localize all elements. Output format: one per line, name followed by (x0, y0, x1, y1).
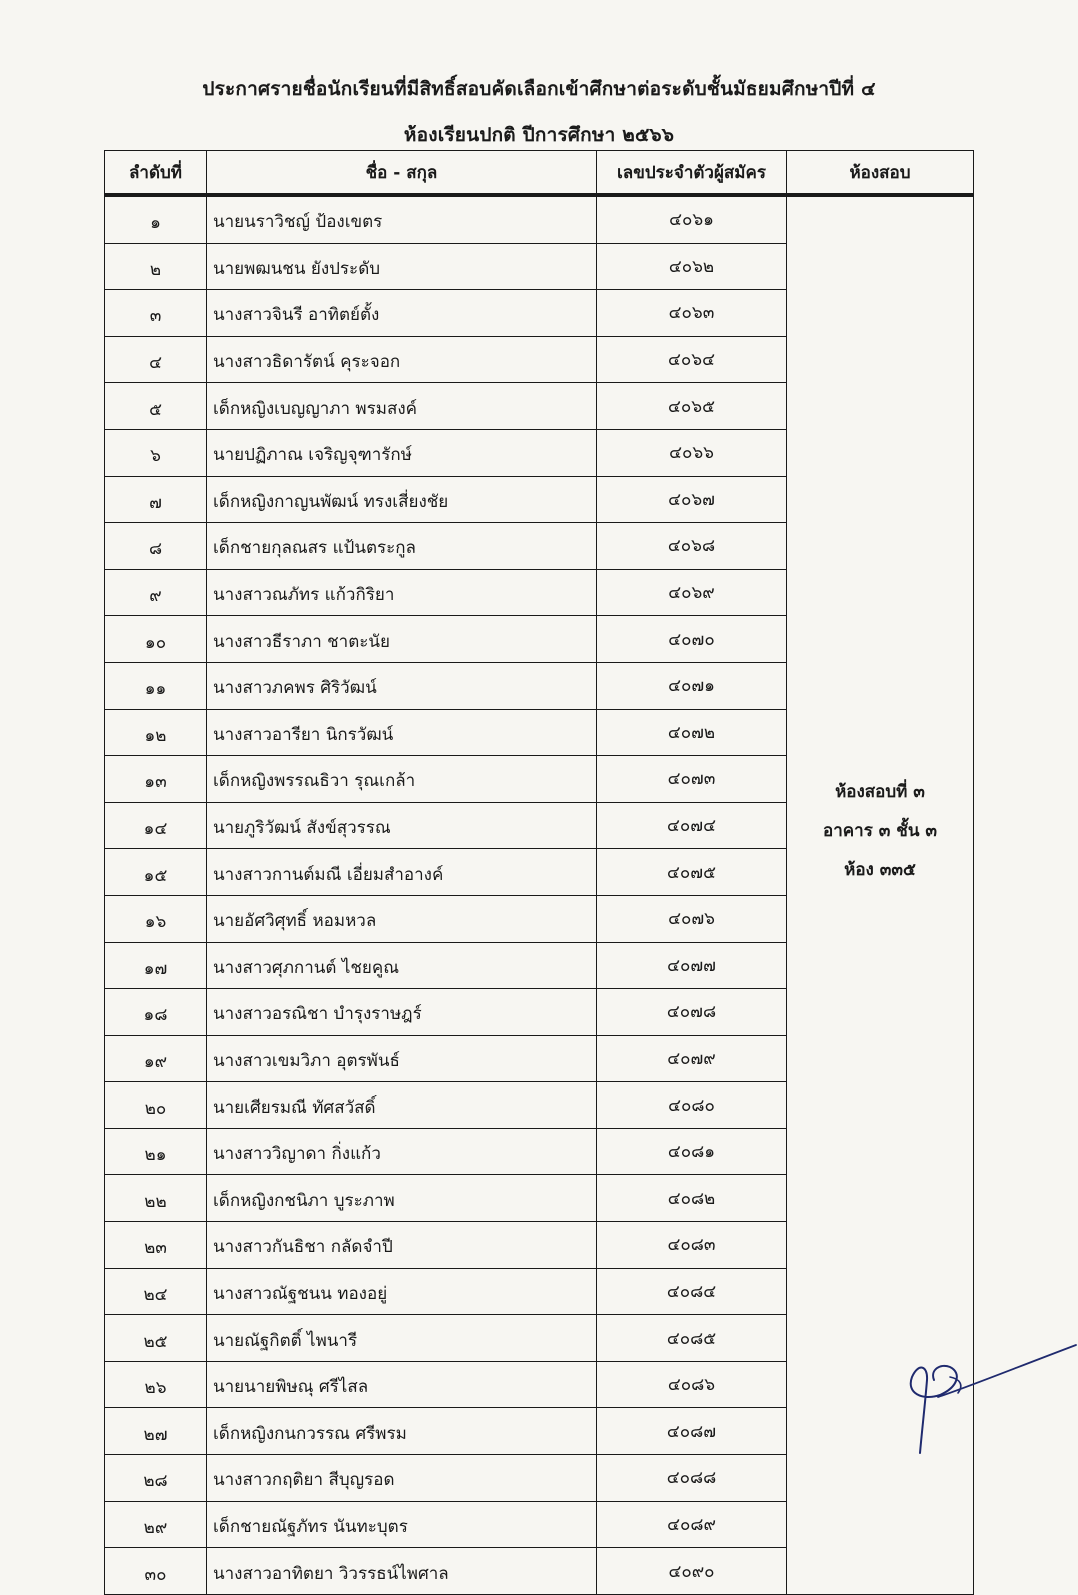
row-number: ๒๑ (105, 1128, 207, 1175)
row-number: ๙ (105, 569, 207, 616)
row-number: ๕ (105, 383, 207, 430)
student-name: นายนราวิชญ์ ป้องเขตร (207, 195, 597, 243)
column-header-name: ชื่อ - สกุล (207, 151, 597, 196)
row-number: ๑๘ (105, 989, 207, 1036)
student-name: เด็กหญิงกาญนพัฒน์ ทรงเสี่ยงชัย (207, 476, 597, 523)
student-name: นางสาวอาทิตยา วิวรรธน์ไพศาล (207, 1548, 597, 1595)
exam-room-line1: ห้องสอบที่ ๓ (835, 782, 925, 802)
student-name: เด็กหญิงกนกวรรณ ศรีพรม (207, 1408, 597, 1455)
applicant-id: ๔๐๗๐ (597, 616, 787, 663)
applicant-id: ๔๐๘๓ (597, 1222, 787, 1269)
student-name: นางสาวณภัทร แก้วกิริยา (207, 569, 597, 616)
student-name: นายนายพิษณุ ศรีไสล (207, 1361, 597, 1408)
applicant-id: ๔๐๖๘ (597, 523, 787, 570)
applicant-id: ๔๐๘๖ (597, 1361, 787, 1408)
exam-room-line3: ห้อง ๓๓๕ (844, 860, 916, 880)
applicant-table (104, 150, 974, 1595)
row-number: ๖ (105, 429, 207, 476)
column-header-number: ลำดับที่ (105, 151, 207, 196)
student-name: นายพฒนชน ยังประดับ (207, 243, 597, 290)
applicant-id: ๔๐๘๔ (597, 1268, 787, 1315)
exam-room-line2: อาคาร ๓ ชั้น ๓ (823, 821, 937, 841)
applicant-id: ๔๐๖๑ (597, 195, 787, 243)
row-number: ๑๔ (105, 802, 207, 849)
applicant-id: ๔๐๘๙ (597, 1501, 787, 1548)
student-name: เด็กชายณัฐภัทร นันทะบุตร (207, 1501, 597, 1548)
applicant-id: ๔๐๙๐ (597, 1548, 787, 1595)
applicant-id: ๔๐๗๒ (597, 709, 787, 756)
row-number: ๒๗ (105, 1408, 207, 1455)
row-number: ๑๗ (105, 942, 207, 989)
applicant-id: ๔๐๗๖ (597, 895, 787, 942)
student-name: นางสาวกฤติยา สีบุญรอด (207, 1455, 597, 1502)
signature (900, 1335, 1078, 1460)
student-name: นางสาวกันธิชา กลัดจำปี (207, 1222, 597, 1269)
applicant-id: ๔๐๗๘ (597, 989, 787, 1036)
applicant-id: ๔๐๗๑ (597, 662, 787, 709)
applicant-id: ๔๐๗๓ (597, 756, 787, 803)
applicant-id: ๔๐๖๙ (597, 569, 787, 616)
table-row (105, 195, 974, 243)
student-name: นางสาววิญาดา กิ่งแก้ว (207, 1128, 597, 1175)
applicant-id: ๔๐๖๗ (597, 476, 787, 523)
row-number: ๓๐ (105, 1548, 207, 1595)
applicant-id: ๔๐๖๔ (597, 336, 787, 383)
applicant-id: ๔๐๖๕ (597, 383, 787, 430)
row-number: ๑ (105, 195, 207, 243)
student-name: นายอัศวิศุทธิ์ หอมหวล (207, 895, 597, 942)
student-name: นางสาวกานต์มณี เอี่ยมสำอางค์ (207, 849, 597, 896)
applicant-id: ๔๐๖๒ (597, 243, 787, 290)
student-name: นางสาวอารียา นิกรวัฒน์ (207, 709, 597, 756)
page-subtitle: ห้องเรียนปกติ ปีการศึกษา ๒๕๖๖ (403, 124, 675, 146)
applicant-id: ๔๐๗๔ (597, 802, 787, 849)
applicant-id: ๔๐๘๕ (597, 1315, 787, 1362)
student-name: เด็กชายกุลณสร แป้นตระกูล (207, 523, 597, 570)
row-number: ๒๒ (105, 1175, 207, 1222)
student-name: นางสาวธิดารัตน์ คุระจอก (207, 336, 597, 383)
student-name: นายเศียรมณี ทัศสวัสดิ์ (207, 1082, 597, 1129)
student-name: เด็กหญิงเบญญาภา พรมสงค์ (207, 383, 597, 430)
student-name: นางสาวจินรี อาทิตย์ตั้ง (207, 290, 597, 337)
row-number: ๑๖ (105, 895, 207, 942)
row-number: ๘ (105, 523, 207, 570)
row-number: ๒๙ (105, 1501, 207, 1548)
applicant-id: ๔๐๘๗ (597, 1408, 787, 1455)
row-number: ๑๒ (105, 709, 207, 756)
applicant-id: ๔๐๘๒ (597, 1175, 787, 1222)
applicant-id: ๔๐๘๐ (597, 1082, 787, 1129)
row-number: ๑๓ (105, 756, 207, 803)
applicant-id: ๔๐๘๘ (597, 1455, 787, 1502)
student-name: เด็กหญิงพรรณธิวา รุณเกล้า (207, 756, 597, 803)
student-name: นางสาวณัฐชนน ทองอยู่ (207, 1268, 597, 1315)
column-header-applicant-id: เลขประจำตัวผู้สมัคร (597, 151, 787, 196)
student-name: นางสาวศุภกานต์ ไชยคูณ (207, 942, 597, 989)
applicant-id: ๔๐๘๑ (597, 1128, 787, 1175)
student-name: นางสาวเขมวิภา อุตรพันธ์ (207, 1035, 597, 1082)
row-number: ๑๑ (105, 662, 207, 709)
row-number: ๒๓ (105, 1222, 207, 1269)
row-number: ๗ (105, 476, 207, 523)
row-number: ๒๐ (105, 1082, 207, 1129)
row-number: ๒ (105, 243, 207, 290)
page-title: ประกาศรายชื่อนักเรียนที่มีสิทธิ์สอบคัดเลือกเข้าศึกษาต่อระดับชั้นมัธยมศึกษาปีที่ ๔ (202, 78, 876, 100)
applicant-id: ๔๐๗๙ (597, 1035, 787, 1082)
table-header-row (105, 151, 974, 196)
applicant-id: ๔๐๗๕ (597, 849, 787, 896)
row-number: ๑๐ (105, 616, 207, 663)
applicant-id: ๔๐๗๗ (597, 942, 787, 989)
row-number: ๔ (105, 336, 207, 383)
row-number: ๓ (105, 290, 207, 337)
row-number: ๑๙ (105, 1035, 207, 1082)
student-name: นายปฏิภาณ เจริญจุฑารักษ์ (207, 429, 597, 476)
row-number: ๒๘ (105, 1455, 207, 1502)
student-name: เด็กหญิงกชนิภา บูระภาพ (207, 1175, 597, 1222)
student-name: นายภูริวัฒน์ สังข์สุวรรณ (207, 802, 597, 849)
student-name: นายณัฐกิตติ์ ไพนารี (207, 1315, 597, 1362)
row-number: ๒๖ (105, 1361, 207, 1408)
applicant-id: ๔๐๖๖ (597, 429, 787, 476)
column-header-exam-room: ห้องสอบ (787, 151, 974, 196)
row-number: ๑๕ (105, 849, 207, 896)
applicant-id: ๔๐๖๓ (597, 290, 787, 337)
row-number: ๒๔ (105, 1268, 207, 1315)
student-name: นางสาวธีราภา ชาตะนัย (207, 616, 597, 663)
student-name: นางสาวภคพร ศิริวัฒน์ (207, 662, 597, 709)
row-number: ๒๕ (105, 1315, 207, 1362)
student-name: นางสาวอรณิชา บำรุงราษฎร์ (207, 989, 597, 1036)
